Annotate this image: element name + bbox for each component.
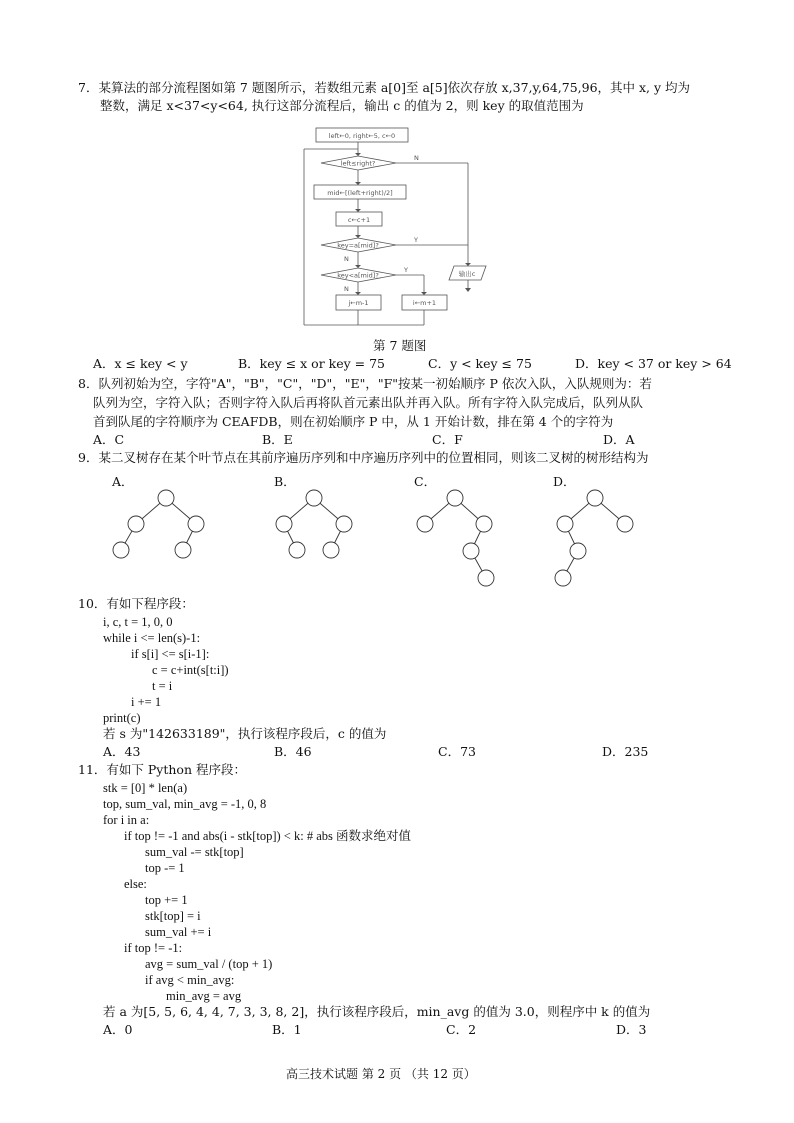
q10-code-line: t = i xyxy=(152,679,173,693)
flow-cond-left-right-text: left≤right? xyxy=(340,159,376,168)
q8-option-a: A．C xyxy=(93,432,125,447)
q10-option-a: A．43 xyxy=(103,744,141,759)
q7-stem-line-1: 7．某算法的部分流程图如第 7 题图所示，若数组元素 a[0]至 a[5]依次存放 x,37,y,64,75,96，其中 x, y 均为 xyxy=(78,80,691,95)
flow-right-box-text: i←m+1 xyxy=(412,299,437,307)
q10-code-line: i, c, t = 1, 0, 0 xyxy=(103,615,173,629)
q10-code-line: c = c+int(s[t:i]) xyxy=(152,663,229,677)
q10-option-c: C．73 xyxy=(438,744,476,759)
flow-label-y: Y xyxy=(414,236,418,244)
q7-stem-line-2: 整数，满足 x<37<y<64, 执行这部分流程后，输出 c 的值为 2，则 key 的取值范围为 xyxy=(100,98,584,113)
q7-option-a: A．x ≤ key < y xyxy=(93,356,188,371)
q8-option-d: D．A xyxy=(603,432,635,447)
q11-code-line: avg = sum_val / (top + 1) xyxy=(145,957,273,971)
q10-code-line: i += 1 xyxy=(131,695,162,709)
q11-question: 若 a 为[5, 5, 6, 4, 4, 7, 3, 3, 8, 2]，执行该程序段后，min_avg 的值为 3.0，则程序中 k 的值为 xyxy=(103,1004,651,1019)
q11-code-line: top += 1 xyxy=(145,893,188,907)
q7-option-d: D．key < 37 or key > 64 xyxy=(575,356,732,371)
q11-code-line: if top != -1 and abs(i - stk[top]) < k: # abs 函数求绝对值 xyxy=(124,829,411,843)
q8-option-c: C．F xyxy=(432,432,463,447)
flow-output-text: 输出c xyxy=(458,270,476,278)
q9-tree-a xyxy=(100,480,210,570)
q7-option-c: C．y < key ≤ 75 xyxy=(428,356,532,371)
q11-code-line: stk[top] = i xyxy=(145,909,201,923)
q11-code-line: stk = [0] * len(a) xyxy=(103,781,188,795)
q11-code-line: min_avg = avg xyxy=(166,989,242,1003)
q9-option-d: D． xyxy=(553,474,576,489)
q11-option-c: C．2 xyxy=(446,1022,477,1037)
q9-tree-c xyxy=(404,480,514,595)
q10-code-line: print(c) xyxy=(103,711,141,725)
q8-stem-line-2: 队列为空，字符入队；否则字符入队后再将队首元素出队并再入队。所有字符入队完成后，队列从队 xyxy=(93,395,644,410)
q11-code-line: sum_val -= stk[top] xyxy=(145,845,244,859)
q10-title: 10．有如下程序段： xyxy=(78,596,194,611)
q10-code-line: if s[i] <= s[i-1]: xyxy=(131,647,210,661)
q7-option-b: B．key ≤ x or key = 75 xyxy=(238,356,385,371)
flow-label-y: Y xyxy=(404,266,408,274)
q11-code-line: if top != -1: xyxy=(124,941,183,955)
q9-tree-b xyxy=(262,480,372,570)
flow-label-n: N xyxy=(344,285,349,293)
q11-code-line: else: xyxy=(124,877,147,891)
q10-question: 若 s 为"142633189"，执行该程序段后，c 的值为 xyxy=(103,726,387,741)
q9-option-a: A． xyxy=(112,474,134,489)
q10-option-b: B．46 xyxy=(274,744,312,759)
q8-option-b: B．E xyxy=(262,432,293,447)
q11-code-line: sum_val += i xyxy=(145,925,212,939)
q11-code-line: if avg < min_avg: xyxy=(145,973,235,987)
flow-label-n: N xyxy=(414,154,419,162)
q11-title: 11．有如下 Python 程序段： xyxy=(78,762,246,777)
q11-code-line: top -= 1 xyxy=(145,861,185,875)
flow-cond-equal-text: key=a[mid]? xyxy=(337,241,379,250)
q10-code-line: while i <= len(s)-1: xyxy=(103,631,201,645)
page-footer: 高三技术试题 第 2 页 （共 12 页） xyxy=(286,1067,476,1081)
q7-flowchart xyxy=(296,122,506,332)
q9-tree-d xyxy=(541,480,651,595)
flow-cond-less-text: key<a[mid]? xyxy=(337,271,379,280)
flow-label-n: N xyxy=(344,255,349,263)
q11-option-d: D．3 xyxy=(616,1022,647,1037)
flow-init-text: left←0, right←5, c←0 xyxy=(328,132,396,140)
q7-figure-caption: 第 7 题图 xyxy=(373,338,427,353)
flow-inc-text: c←c+1 xyxy=(347,216,371,224)
flow-left-box-text: j←m-1 xyxy=(348,299,369,307)
q9-option-c: C． xyxy=(414,474,437,489)
q11-option-a: A．0 xyxy=(103,1022,133,1037)
flow-mid-text: mid←[(left+right)/2] xyxy=(327,189,393,197)
q11-code-line: top, sum_val, min_avg = -1, 0, 8 xyxy=(103,797,267,811)
q9-stem: 9．某二叉树存在某个叶节点在其前序遍历序列和中序遍历序列中的位置相同，则该二叉树的树形结构为 xyxy=(78,450,649,465)
q8-stem-line-1: 8．队列初始为空，字符"A"，"B"，"C"，"D"，"E"，"F"按某一初始顺序 P 依次入队，入队规则为：若 xyxy=(78,376,652,391)
q11-code-line: for i in a: xyxy=(103,813,150,827)
q8-stem-line-3: 首到队尾的字符顺序为 CEAFDB，则在初始顺序 P 中，从 1 开始计数，排在第 4 个的字符为 xyxy=(93,414,614,429)
q10-option-d: D．235 xyxy=(602,744,649,759)
q9-option-b: B． xyxy=(274,474,296,489)
q11-option-b: B．1 xyxy=(272,1022,302,1037)
